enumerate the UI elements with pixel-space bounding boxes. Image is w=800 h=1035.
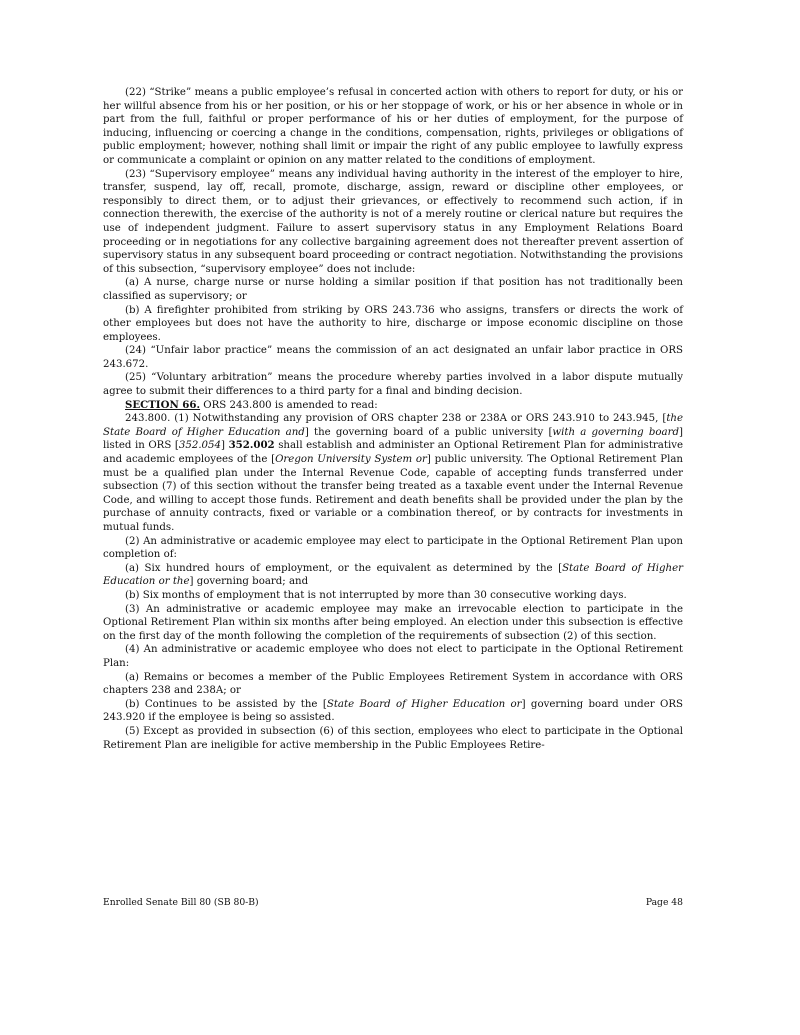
paragraph-text: ] governing board; and <box>189 576 309 588</box>
paragraph <box>103 589 683 603</box>
deleted-text: State Board of Higher Education or the <box>103 562 683 588</box>
paragraph <box>103 725 683 752</box>
deleted-text: with a governing board <box>552 426 680 438</box>
paragraph <box>103 698 683 725</box>
paragraph-text: (b) Continues to be assisted by the [ <box>125 698 327 710</box>
paragraph-text: (a) Six hundred hours of employment, or the equivalent as determined by the [ <box>125 562 563 574</box>
paragraph <box>103 412 683 534</box>
paragraph-text: (b) Six months of employment that is not interrupted by more than 30 consecutive working days. <box>125 589 627 601</box>
paragraph <box>103 399 683 413</box>
paragraph-text: ] <box>221 440 229 452</box>
paragraph <box>103 671 683 698</box>
paragraph-text: (24) “Unfair labor practice” means the commission of an act designated an unfair labor practice in ORS 243.672. <box>103 345 683 370</box>
paragraph-text: ] listed in ORS [ <box>103 426 683 452</box>
paragraph-text: ] public university. The Optional Retirement Plan must be a qualified plan under the Internal Revenue Code, capable of accepting funds transferred under subsection (7) of this section without the transfer being treated as a taxable event under the Internal Revenue Code, and willing to accept those funds. Retirement and death benefits shall be provided under the plan by the purchase of annuity contracts, fixed or variable or a combination thereof, or by contracts for investments in mutual funds. <box>103 454 683 533</box>
deleted-text: 352.054 <box>178 440 222 452</box>
paragraph <box>103 371 683 398</box>
deleted-text: State Board of Higher Education or <box>326 698 522 710</box>
paragraph-text: shall establish and administer an Optional Retirement Plan for administrative and academic employees of the [ <box>103 440 684 466</box>
paragraph-text: (b) A firefighter prohibited from striking by ORS 243.736 who assigns, transfers or directs the work of other employees but does not have the authority to hire, discharge or impose economic discipline on those employees. <box>103 304 683 343</box>
paragraph-text: 243.800. (1) Notwithstanding any provision of ORS chapter 238 or 238A or ORS 243.910 to 243.945, [ <box>125 413 667 425</box>
paragraph-text: (25) “Voluntary arbitration” means the procedure whereby parties involved in a labor dispute mutually agree to submit their differences to a third party for a final and binding decision. <box>103 372 683 398</box>
paragraph-text: (5) Except as provided in subsection (6) of this section, employees who elect to participate in the Optional Retirement Plan are ineligible for active membership in the Public Employees Retire- <box>103 725 683 751</box>
paragraph <box>103 535 683 562</box>
paragraph-text: ] governing board under ORS 243.920 if the employee is being so assisted. <box>103 698 683 724</box>
paragraph <box>103 344 683 371</box>
paragraph-text: (23) “Supervisory employee” means any individual having authority in the interest of the employer to hire, transfer, suspend, lay off, recall, promote, discharge, assign, reward or discipline other employees, or responsibly to direct them, or to adjust their grievances, or effectively to recommend such action, if in connection therewith, the exercise of the authority is not of a merely routine or clerical nature but requires the use of independent judgment. Failure to assert supervisory status in any Employment Relations Board proceeding or in negotiations for any collective bargaining agreement does not thereafter prevent assertion of supervisory status in any subsequent board proceeding or contract negotiation. Notwithstanding the provisions of this subsection, “supervisory employee” does not include: <box>103 168 683 275</box>
paragraph-text: (2) An administrative or academic employee may elect to participate in the Optional Retirement Plan upon completion of: <box>103 535 683 561</box>
paragraph <box>103 643 683 670</box>
footer-bill-title: Enrolled Senate Bill 80 (SB 80-B) <box>103 897 259 908</box>
paragraph <box>103 276 683 303</box>
deleted-text: Oregon University System or <box>275 454 427 466</box>
paragraph-text: (4) An administrative or academic employee who does not elect to participate in the Optional Retirement Plan: <box>103 644 683 669</box>
paragraph-text: (a) A nurse, charge nurse or nurse holding a similar position if that position has not traditionally been classified as supervisory; or <box>103 277 683 302</box>
paragraph <box>103 86 683 168</box>
paragraph <box>103 168 683 277</box>
paragraph-text: ] the governing board of a public university [ <box>304 426 553 438</box>
paragraph <box>103 304 683 345</box>
section-heading: SECTION 66. <box>125 398 201 411</box>
paragraph-text: (a) Remains or becomes a member of the Public Employees Retirement System in accordance with ORS chapters 238 and 238A; or <box>103 671 683 697</box>
paragraph-text: (22) “Strike” means a public employee’s refusal in concerted action with others to report for duty, or his or her willful absence from his or her position, or his or her stoppage of work, or his or her absence in whole or in part from the full, faithful or proper performance of his or her duties of employment, for the purpose of inducing, influencing or coercing a change in the conditions, compensation, rights, privileges or obligations of public employment; however, nothing shall limit or impair the right of any public employee to lawfully express or communicate a complaint or opinion on any matter related to the conditions of employment. <box>103 87 683 166</box>
document-body <box>103 86 683 752</box>
added-text: 352.002 <box>228 439 275 452</box>
paragraph <box>103 603 683 644</box>
paragraph <box>103 562 683 589</box>
paragraph-text: (3) An administrative or academic employee may make an irrevocable election to participate in the Optional Retirement Plan within six months after being employed. An election under this subsection is effective on the first day of the month following the completion of the requirements of subsection (2) of this section. <box>103 603 683 642</box>
deleted-text: the State Board of Higher Education and <box>103 413 683 438</box>
footer-page-number: Page 48 <box>645 897 683 908</box>
paragraph-text: ORS 243.800 is amended to read: <box>200 399 378 411</box>
